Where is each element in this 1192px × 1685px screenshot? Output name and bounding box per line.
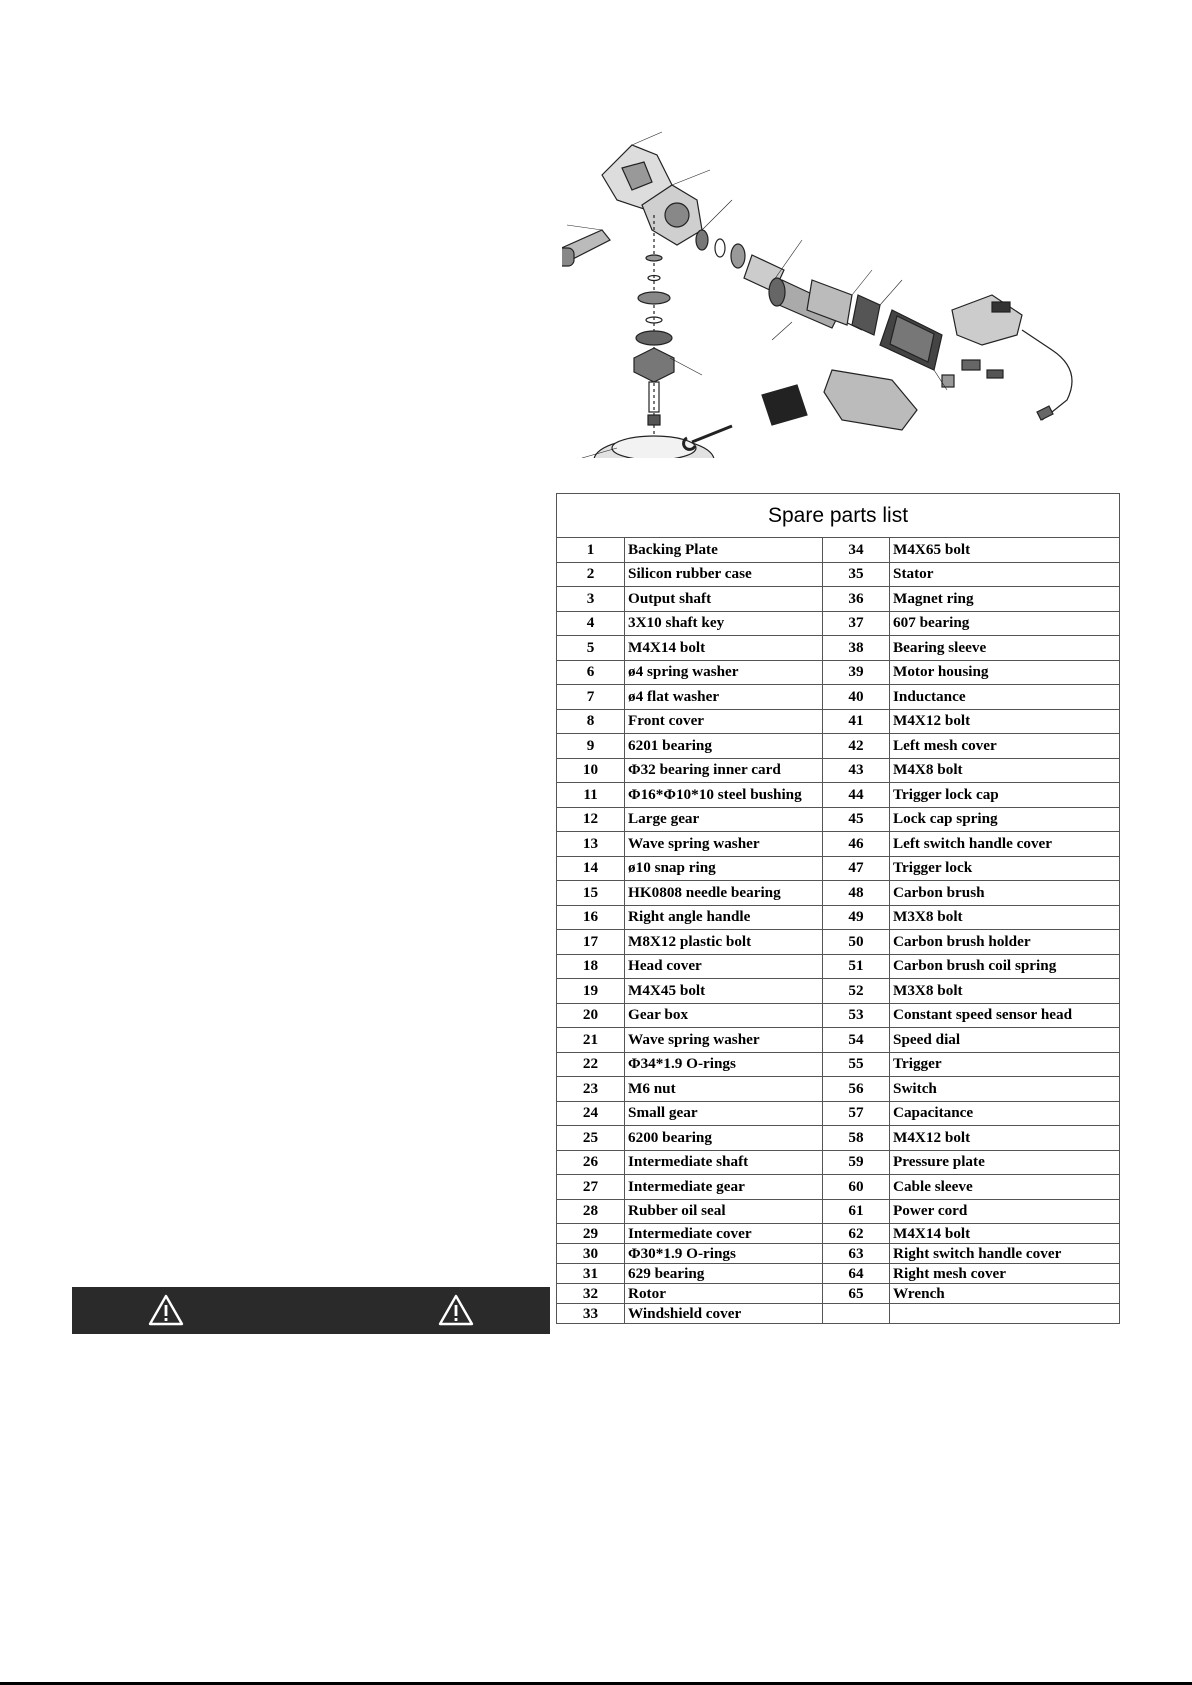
part-number-left: 10 [557, 758, 625, 783]
part-name-left: Windshield cover [625, 1304, 823, 1324]
part-name-left: ø4 spring washer [625, 660, 823, 685]
table-row [557, 1052, 1120, 1077]
part-name-right: Speed dial [890, 1028, 1120, 1053]
part-number-left: 32 [557, 1284, 625, 1304]
part-number-left: 22 [557, 1052, 625, 1077]
part-number-right: 57 [823, 1101, 890, 1126]
part-name-left: Right angle handle [625, 905, 823, 930]
part-name-right: 607 bearing [890, 611, 1120, 636]
part-name-right: M3X8 bolt [890, 979, 1120, 1004]
part-name-right [890, 1304, 1120, 1324]
part-name-right: Right switch handle cover [890, 1244, 1120, 1264]
part-number-right: 61 [823, 1199, 890, 1224]
part-number-left: 14 [557, 856, 625, 881]
table-row [557, 856, 1120, 881]
part-name-right: Bearing sleeve [890, 636, 1120, 661]
part-name-left: Intermediate shaft [625, 1150, 823, 1175]
part-name-right: Pressure plate [890, 1150, 1120, 1175]
table-row [557, 954, 1120, 979]
part-name-right: Stator [890, 562, 1120, 587]
part-number-right: 35 [823, 562, 890, 587]
part-number-left: 26 [557, 1150, 625, 1175]
part-number-right: 41 [823, 709, 890, 734]
part-number-left: 13 [557, 832, 625, 857]
part-name-right: M3X8 bolt [890, 905, 1120, 930]
part-name-right: Power cord [890, 1199, 1120, 1224]
table-row [557, 611, 1120, 636]
part-number-right: 63 [823, 1244, 890, 1264]
part-number-left: 6 [557, 660, 625, 685]
part-name-right: Cable sleeve [890, 1175, 1120, 1200]
part-number-right: 60 [823, 1175, 890, 1200]
table-row [557, 734, 1120, 759]
table-row [557, 660, 1120, 685]
part-name-left: Small gear [625, 1101, 823, 1126]
table-row [557, 1077, 1120, 1102]
part-number-left: 12 [557, 807, 625, 832]
part-number-left: 17 [557, 930, 625, 955]
part-name-left: ø10 snap ring [625, 856, 823, 881]
part-name-left: Intermediate gear [625, 1175, 823, 1200]
part-number-right: 52 [823, 979, 890, 1004]
part-number-right: 44 [823, 783, 890, 808]
table-row [557, 685, 1120, 710]
part-name-left: Head cover [625, 954, 823, 979]
table-row [557, 1028, 1120, 1053]
part-name-right: M4X65 bolt [890, 538, 1120, 563]
table-row [557, 1264, 1120, 1284]
part-name-left: M4X14 bolt [625, 636, 823, 661]
table-row [557, 1224, 1120, 1244]
part-number-right: 39 [823, 660, 890, 685]
table-row [557, 1284, 1120, 1304]
part-number-right: 40 [823, 685, 890, 710]
part-name-right: Left switch handle cover [890, 832, 1120, 857]
table-row [557, 758, 1120, 783]
warning-bar [72, 1287, 550, 1334]
part-number-left: 25 [557, 1126, 625, 1151]
table-row [557, 930, 1120, 955]
part-name-right: Trigger [890, 1052, 1120, 1077]
part-name-left: Rotor [625, 1284, 823, 1304]
part-number-left: 9 [557, 734, 625, 759]
part-number-right: 46 [823, 832, 890, 857]
table-row [557, 832, 1120, 857]
table-row [557, 562, 1120, 587]
part-name-left: Φ30*1.9 O-rings [625, 1244, 823, 1264]
part-name-right: Trigger lock [890, 856, 1120, 881]
table-row [557, 1003, 1120, 1028]
part-number-right: 34 [823, 538, 890, 563]
part-name-right: Carbon brush holder [890, 930, 1120, 955]
part-name-right: Carbon brush [890, 881, 1120, 906]
part-name-right: M4X12 bolt [890, 1126, 1120, 1151]
part-name-left: 6200 bearing [625, 1126, 823, 1151]
part-name-left: 6201 bearing [625, 734, 823, 759]
part-number-right: 51 [823, 954, 890, 979]
part-name-left: Backing Plate [625, 538, 823, 563]
part-number-left: 11 [557, 783, 625, 808]
part-name-right: Magnet ring [890, 587, 1120, 612]
part-name-left: M6 nut [625, 1077, 823, 1102]
part-name-left: M8X12 plastic bolt [625, 930, 823, 955]
part-number-right: 58 [823, 1126, 890, 1151]
table-row [557, 979, 1120, 1004]
part-number-left: 27 [557, 1175, 625, 1200]
part-number-right: 47 [823, 856, 890, 881]
table-row [557, 807, 1120, 832]
part-number-right: 55 [823, 1052, 890, 1077]
part-name-right: Switch [890, 1077, 1120, 1102]
part-name-left: Front cover [625, 709, 823, 734]
table-row [557, 587, 1120, 612]
part-name-left: Φ34*1.9 O-rings [625, 1052, 823, 1077]
warning-triangle-icon [438, 1294, 474, 1326]
spare-parts-table [556, 493, 1120, 1324]
part-number-left: 24 [557, 1101, 625, 1126]
part-number-right: 62 [823, 1224, 890, 1244]
part-number-left: 28 [557, 1199, 625, 1224]
part-number-left: 8 [557, 709, 625, 734]
part-name-left: Wave spring washer [625, 832, 823, 857]
table-row [557, 1244, 1120, 1264]
table-row [557, 905, 1120, 930]
part-number-right [823, 1304, 890, 1324]
part-number-left: 33 [557, 1304, 625, 1324]
part-name-right: Carbon brush coil spring [890, 954, 1120, 979]
part-name-left: Intermediate cover [625, 1224, 823, 1244]
part-number-right: 45 [823, 807, 890, 832]
part-name-right: M4X8 bolt [890, 758, 1120, 783]
part-number-right: 38 [823, 636, 890, 661]
table-body [557, 538, 1120, 1324]
table-row [557, 881, 1120, 906]
part-number-right: 50 [823, 930, 890, 955]
part-number-left: 18 [557, 954, 625, 979]
part-name-left: 629 bearing [625, 1264, 823, 1284]
part-number-left: 30 [557, 1244, 625, 1264]
part-number-right: 64 [823, 1264, 890, 1284]
part-number-left: 2 [557, 562, 625, 587]
part-name-left: HK0808 needle bearing [625, 881, 823, 906]
part-name-left: ø4 flat washer [625, 685, 823, 710]
part-number-left: 21 [557, 1028, 625, 1053]
table-row [557, 1101, 1120, 1126]
part-name-left: Wave spring washer [625, 1028, 823, 1053]
part-name-right: Motor housing [890, 660, 1120, 685]
part-name-left: M4X45 bolt [625, 979, 823, 1004]
part-name-right: Capacitance [890, 1101, 1120, 1126]
table-row [557, 783, 1120, 808]
part-number-right: 49 [823, 905, 890, 930]
part-number-right: 37 [823, 611, 890, 636]
part-name-left: Φ16*Φ10*10 steel bushing [625, 783, 823, 808]
part-name-left: Rubber oil seal [625, 1199, 823, 1224]
part-name-right: Trigger lock cap [890, 783, 1120, 808]
part-name-left: Large gear [625, 807, 823, 832]
part-number-left: 3 [557, 587, 625, 612]
part-name-right: Left mesh cover [890, 734, 1120, 759]
table-row [557, 538, 1120, 563]
table-title: Spare parts list [557, 494, 1120, 538]
part-name-left: Silicon rubber case [625, 562, 823, 587]
part-name-left: Φ32 bearing inner card [625, 758, 823, 783]
table-row [557, 1199, 1120, 1224]
part-number-left: 5 [557, 636, 625, 661]
part-number-left: 20 [557, 1003, 625, 1028]
part-number-left: 15 [557, 881, 625, 906]
part-number-right: 54 [823, 1028, 890, 1053]
part-name-right: M4X12 bolt [890, 709, 1120, 734]
part-number-left: 4 [557, 611, 625, 636]
part-name-right: Wrench [890, 1284, 1120, 1304]
table-row [557, 1175, 1120, 1200]
part-number-right: 56 [823, 1077, 890, 1102]
part-name-right: Constant speed sensor head [890, 1003, 1120, 1028]
table-row [557, 709, 1120, 734]
warning-triangle-icon [148, 1294, 184, 1326]
part-name-right: Right mesh cover [890, 1264, 1120, 1284]
exploded-view-diagram [562, 130, 1122, 458]
part-number-left: 23 [557, 1077, 625, 1102]
part-name-right: Lock cap spring [890, 807, 1120, 832]
part-number-right: 43 [823, 758, 890, 783]
part-number-right: 36 [823, 587, 890, 612]
part-number-right: 65 [823, 1284, 890, 1304]
part-number-left: 29 [557, 1224, 625, 1244]
part-number-right: 59 [823, 1150, 890, 1175]
part-name-right: M4X14 bolt [890, 1224, 1120, 1244]
table-row [557, 636, 1120, 661]
table-row [557, 1126, 1120, 1151]
part-number-right: 48 [823, 881, 890, 906]
part-name-left: Gear box [625, 1003, 823, 1028]
part-number-left: 16 [557, 905, 625, 930]
part-number-left: 1 [557, 538, 625, 563]
part-number-left: 31 [557, 1264, 625, 1284]
table-row [557, 1150, 1120, 1175]
part-name-left: Output shaft [625, 587, 823, 612]
part-number-right: 53 [823, 1003, 890, 1028]
part-name-right: Inductance [890, 685, 1120, 710]
part-number-right: 42 [823, 734, 890, 759]
part-name-left: 3X10 shaft key [625, 611, 823, 636]
part-number-left: 7 [557, 685, 625, 710]
part-number-left: 19 [557, 979, 625, 1004]
table-row [557, 1304, 1120, 1324]
